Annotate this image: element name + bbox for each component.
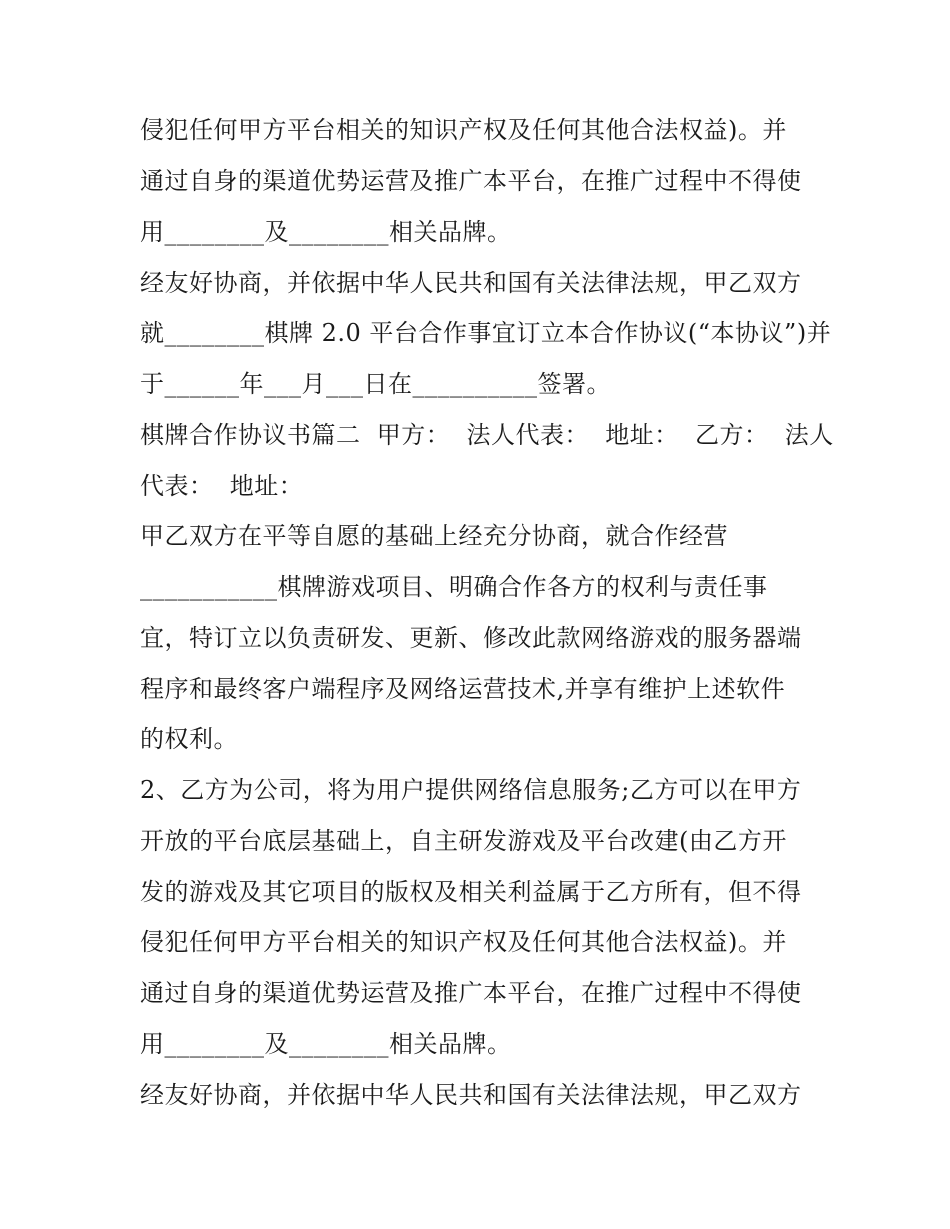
text-line: 代表： 地址： — [140, 472, 304, 500]
text-line: 经友好协商，并依据中华人民共和国有关法律法规，甲乙双方 — [140, 1081, 802, 1109]
text-line: 侵犯任何甲方平台相关的知识产权及任何其他合法权益)。并 — [140, 116, 787, 144]
text-line: 用________及________相关品牌。 — [140, 218, 512, 246]
text-line: 通过自身的渠道优势运营及推广本平台，在推广过程中不得使 — [140, 979, 802, 1007]
text-line: 经友好协商，并依据中华人民共和国有关法律法规，甲乙双方 — [140, 269, 802, 297]
text-line: 程序和最终客户端程序及网络运营技术,并享有维护上述软件 — [140, 675, 786, 703]
text-line: 发的游戏及其它项目的版权及相关利益属于乙方所有，但不得 — [140, 878, 802, 906]
text-line: 于______年___月___日在__________签署。 — [140, 370, 611, 398]
text-line: 侵犯任何甲方平台相关的知识产权及任何其他合法权益)。并 — [140, 928, 787, 956]
text-line: 通过自身的渠道优势运营及推广本平台，在推广过程中不得使 — [140, 167, 802, 195]
text-line: 2、乙方为公司，将为用户提供网络信息服务;乙方可以在甲方 — [140, 776, 802, 804]
text-line: 开放的平台底层基础上，自主研发游戏及平台改建(由乙方开 — [140, 827, 787, 855]
text-line: 的权利。 — [140, 725, 238, 753]
text-line: 就________棋牌 2.0 平台合作事宜订立本合作协议(“本协议”)并 — [140, 319, 832, 347]
text-line: ___________棋牌游戏项目、明确合作各方的权利与责任事 — [140, 573, 768, 601]
text-line: 棋牌合作协议书篇二 甲方： 法人代表： 地址： 乙方： 法人 — [140, 421, 834, 449]
text-line: 用________及________相关品牌。 — [140, 1030, 512, 1058]
text-line: 甲乙双方在平等自愿的基础上经充分协商，就合作经营 — [140, 522, 728, 550]
text-line: 宜，特订立以负责研发、更新、修改此款网络游戏的服务器端 — [140, 624, 802, 652]
